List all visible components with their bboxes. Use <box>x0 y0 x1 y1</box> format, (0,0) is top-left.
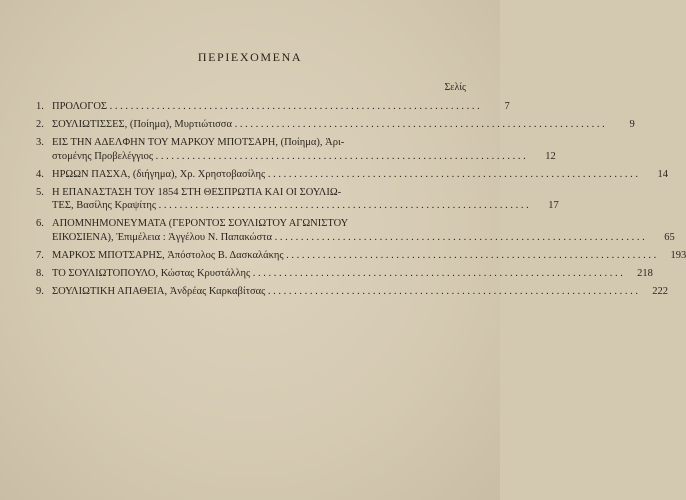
entry-text-line: ΑΠΟΜΝΗΜΟΝΕΥΜΑΤΑ (ΓΕΡΟΝΤΟΣ ΣΟΥΛΙΩΤΟΥ ΑΓΩΝΙΣΤΟΥ <box>52 218 349 229</box>
entry-body <box>52 100 510 114</box>
entry-page-number: 222 <box>652 285 669 297</box>
entry-number: 3. <box>36 137 44 148</box>
toc-entry <box>36 267 653 281</box>
entry-text-line: Η ΕΠΑΝΑΣΤΑΣΗ ΤΟΥ 1854 ΣΤΗ ΘΕΣΠΡΩΤΙΑ ΚΑΙ ΟΙ ΣΟΥΛΙΩ- <box>52 186 342 198</box>
entry-number: 4. <box>36 168 44 180</box>
entry-body <box>52 285 668 299</box>
entry-page-number: 12 <box>545 150 556 162</box>
entry-page-number: 14 <box>657 168 668 180</box>
entry-page-number: 65 <box>664 231 675 243</box>
entry-text-line: ΜΑΡΚΟΣ ΜΠΟΤΣΑΡΗΣ, Ἀπόστολος Β. Δασκαλάκης . . . <box>52 249 656 263</box>
entry-text-line: ΣΟΥΛΙΩΤΙΣΣΕΣ, (Ποίημα), Μυρτιώτισσα . . . <box>52 118 605 132</box>
entry-page-number: 218 <box>637 267 653 279</box>
toc-entry <box>36 118 635 132</box>
entry-page-number: 193 <box>670 249 686 261</box>
entry-number: 6. <box>36 218 44 229</box>
entry-body <box>52 267 653 281</box>
entry-number: 5. <box>36 186 44 198</box>
toc-entry <box>36 136 556 163</box>
entry-page-number: 17 <box>548 200 559 211</box>
toc-entry <box>36 285 669 299</box>
entry-text-line: ΕΙΚΟΣΙΕΝΑ), Ἐπιμέλεια : Ἀγγέλου Ν. Παπακώστα . . . <box>52 231 645 245</box>
entry-text-line: στομένης Προβελέγγιος . . . <box>52 150 526 164</box>
entry-page-number: 7 <box>504 101 510 112</box>
entry-body <box>52 168 668 182</box>
entry-text-line: ΠΡΟΛΟΓΟΣ . . . <box>52 100 480 114</box>
table-of-contents <box>36 100 686 303</box>
toc-entry <box>36 100 510 114</box>
entry-page-number: 9 <box>629 119 635 130</box>
entry-number: 9. <box>36 285 44 297</box>
entry-number: 1. <box>36 101 44 112</box>
entry-number: 2. <box>36 119 44 130</box>
toc-entry <box>36 168 668 182</box>
pages-column-label: Σελίς <box>444 82 466 93</box>
entry-text-line: ΣΟΥΛΙΩΤΙΚΗ ΑΠΑΘΕΙΑ, Ἀνδρέας Καρκαβίτσας . . . <box>52 285 638 299</box>
entry-body <box>52 118 635 132</box>
toc-entry <box>36 217 675 244</box>
toc-entry <box>36 249 686 263</box>
entry-body <box>52 136 556 163</box>
entry-number: 8. <box>36 267 44 279</box>
toc-heading: ΠΕΡΙΕΧΟΜΕΝΑ <box>197 50 303 64</box>
toc-entry <box>36 186 559 213</box>
entry-body <box>52 249 686 263</box>
entry-body <box>52 186 559 213</box>
entry-body <box>52 217 675 244</box>
entry-text-line: ΤΟ ΣΟΥΛΙΩΤΟΠΟΥΛΟ, Κώστας Κρυστάλλης . . . <box>52 267 623 281</box>
entry-text-line: ΕΙΣ ΤΗΝ ΑΔΕΛΦΗΝ ΤΟΥ ΜΑΡΚΟΥ ΜΠΟΤΣΑΡΗ, (Ποίημα), Ἀρι- <box>52 137 345 148</box>
entry-text-line: ΤΕΣ, Βασίλης Κραψίτης . . . <box>52 199 529 213</box>
entry-number: 7. <box>36 249 44 261</box>
entry-text-line: ΗΡΩΩΝ ΠΑΣΧΑ, (διήγημα), Χρ. Χρηστοβασίλης . . . <box>52 168 638 182</box>
